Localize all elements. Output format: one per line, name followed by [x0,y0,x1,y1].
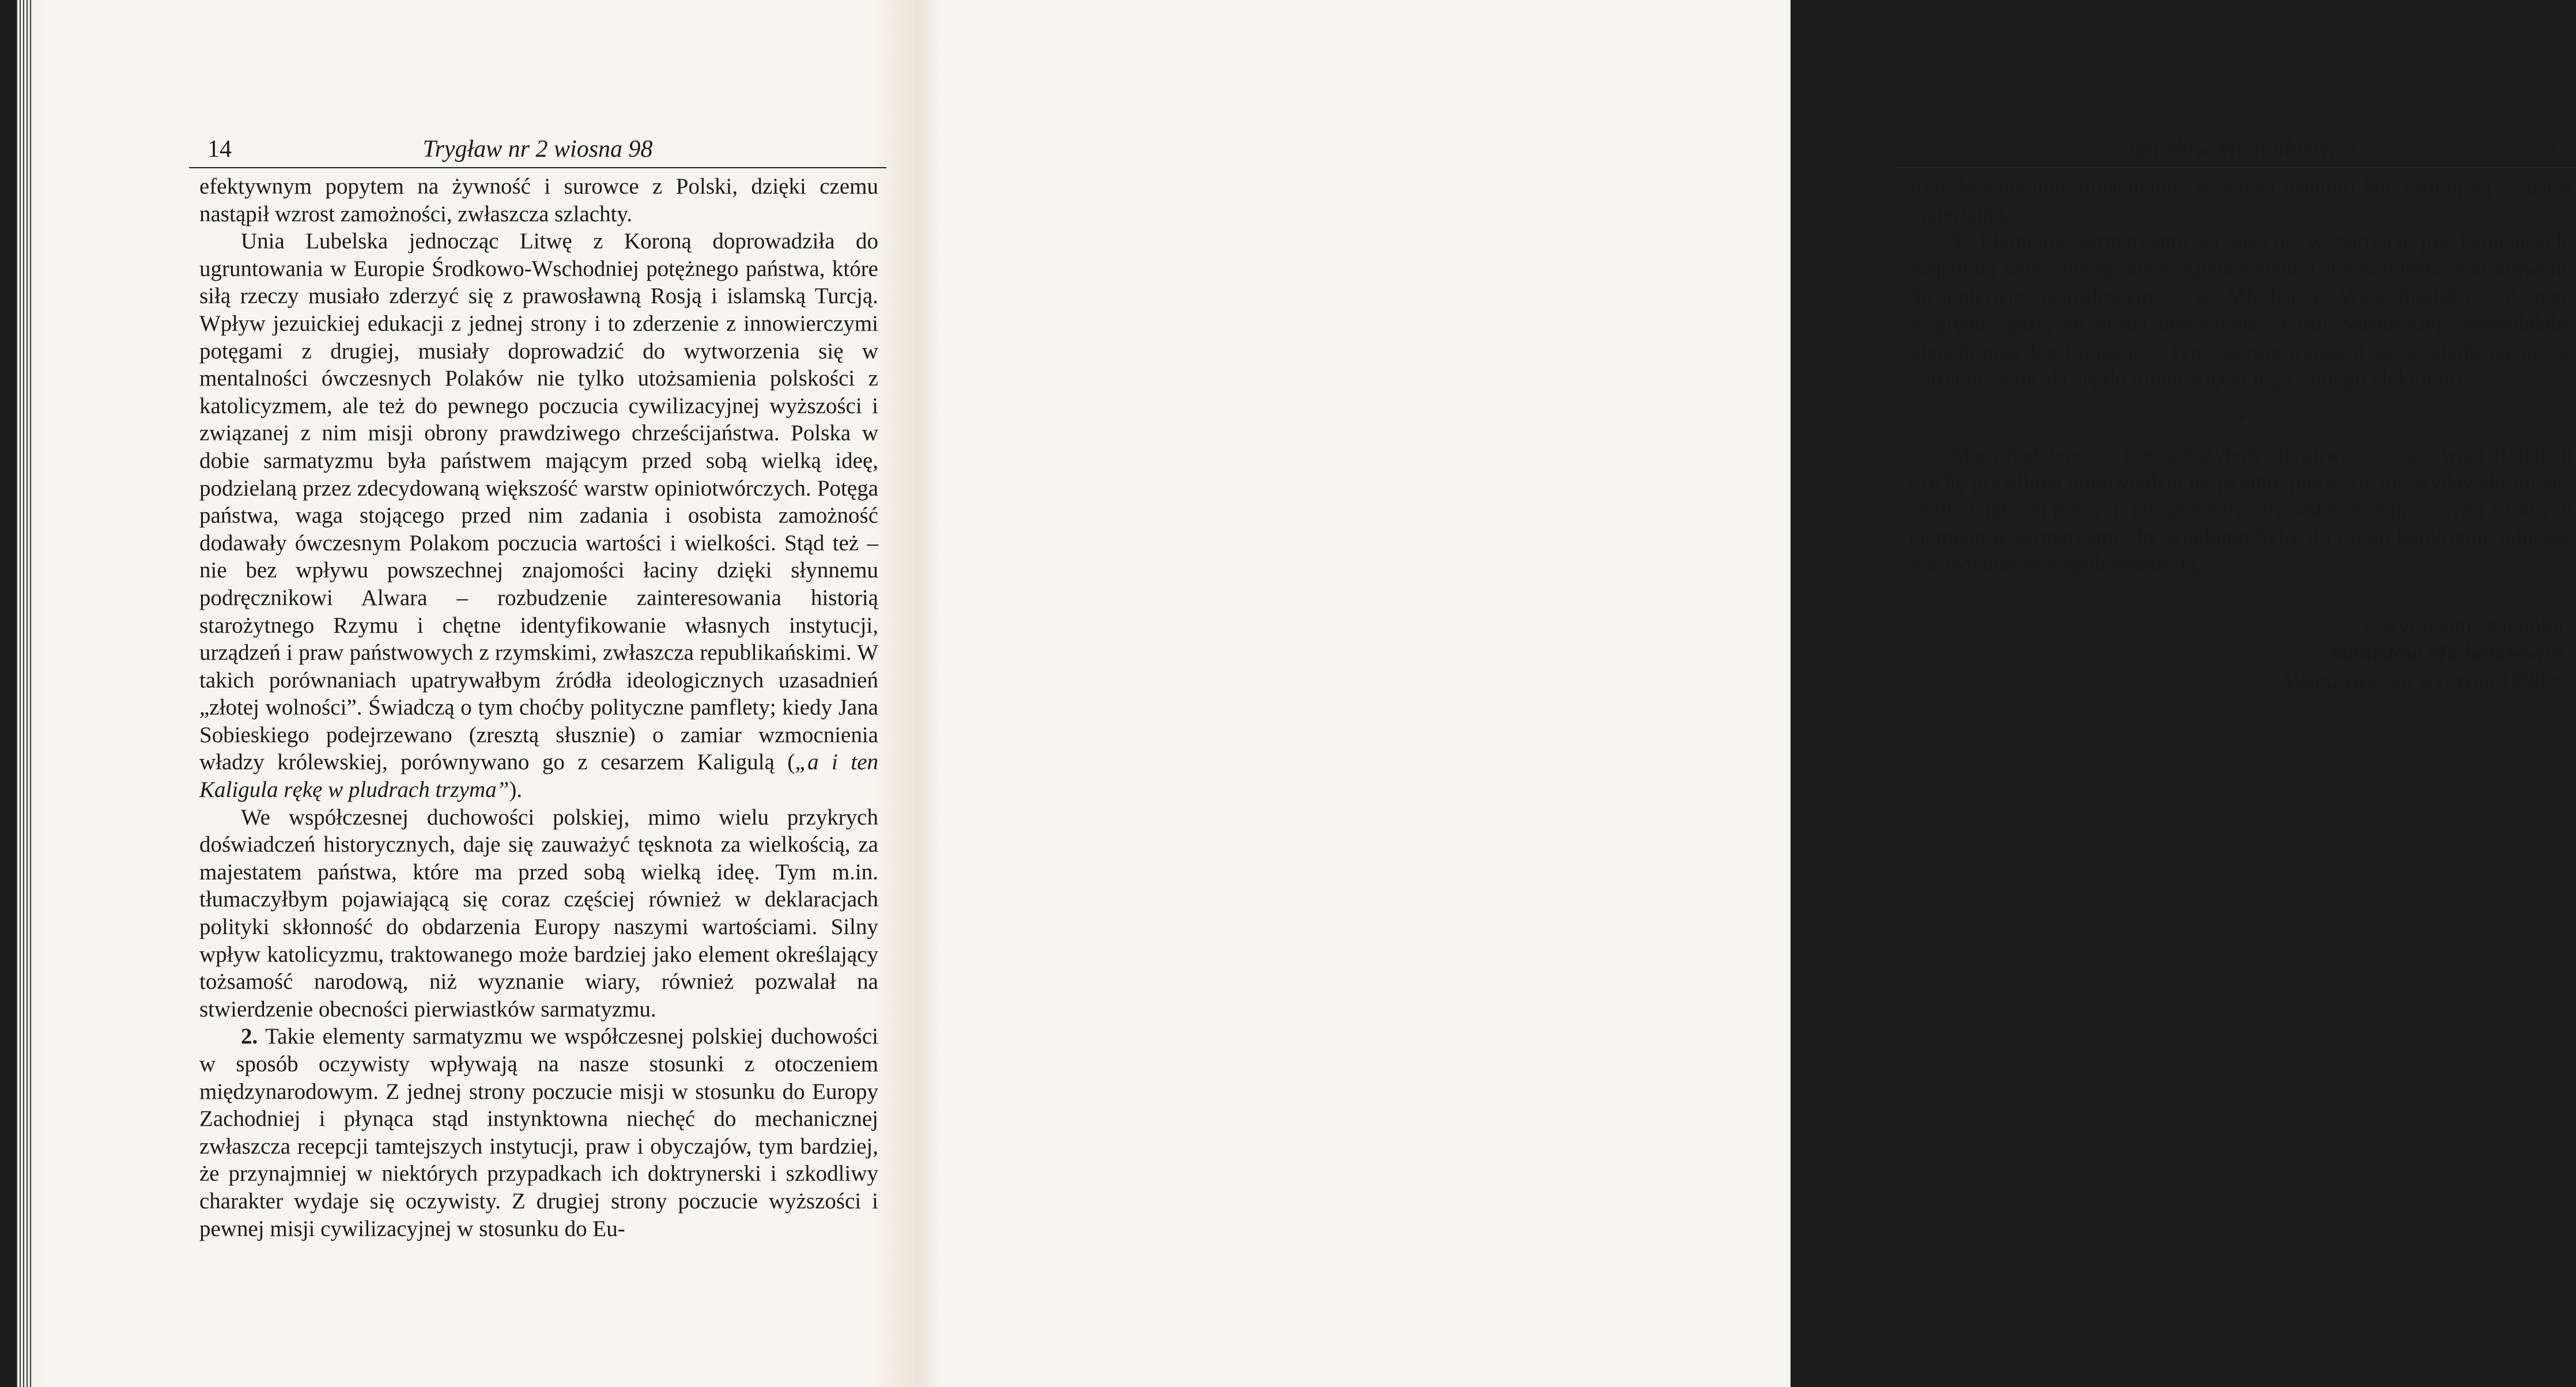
paragraph [199,1023,878,1242]
paragraph-number: 3. [1951,229,1968,254]
right-running-head [1896,131,2576,168]
page-number-right: 15 [2547,136,2571,162]
page-edge [16,0,33,1387]
paragraph [1909,228,2573,392]
left-body-text [199,173,878,1242]
paragraph-text: Unia Lubelska jednocząc Litwę z Koroną doprowadziła do ugruntowania w Europie Środkowo-Wschodniej potężnego państwa, które siłą rzeczy musiało zderzyć się z prawosławną Rosją i islamską Turcją. Wpływ jezuickiej edukacji z jednej strony i to zderzenie z innowierczymi potęgami z drugiej, musiały doprowadzić do wytworzenia się w mentalności ówczesnych Polaków nie tylko utożsamienia polskości z katolicyzmem, ale też do pewnego poczucia cywilizacyjnej wyższości i związanej z nim misji obrony prawdziwego chrześcijaństwa. Polska w dobie sarmatyzmu była państwem mającym przed sobą wielką ideę, podzielaną przez zdecydowaną większość warstw opiniotwórczych. Potęga państwa, waga stojącego przed nim zadania i osobista zamożność dodawały ówczesnym Polakom poczucia wartości i wielkości. Stąd też – nie bez wpływu powszechnej znajomości łaciny dzięki słynnemu podręcznikowi Alwara – rozbudzenie zainteresowania historią starożytnego Rzymu i chętne identyfikowanie własnych instytucji, urządzeń i praw państwowych z rzymskimi, zwłaszcza republikańskimi. W takich porównaniach upatrywałbym źródła ideologicznych uzasadnień „złotej wolności”. Świadczą o tym choćby polityczne pamflety; kiedy Jana Sobieskiego podejrzewano (zresztą słusznie) o zamiar wzmocnienia władzy królewskiej, porównywano go z cesarzem Kaligulą ( [199,229,878,775]
running-title-right: Stanisław Michalkiewicz [2116,136,2356,162]
right-page [916,0,2573,1387]
paragraph-text: Elementy sarmatyzmu są obecne w partiach już istniejących. Najsilniej widoczne są one w Zjednoczeniu Chrześcijańsko-Narodowym, Stronnictwie Narodowym i w Młodzieży Wszechpolskiej. Z tego względu sądzę, że próba utworzenia „Partii Sarmackiej” wywołałaby nieuchronną konfrontację z tymi ugrupowaniami ze względu na to, że partia ta zwracała się do mniej więcej tego samego elektoratu. [1909,229,2573,391]
running-title-left: Trygław nr 2 wiosna 98 [422,136,653,162]
left-running-head [189,131,886,168]
paragraph: efektywnym popytem na żywność i surowce z Polski, dzięki czemu nastąpił wzrost zamożności, zwłaszcza szlachty. [199,174,878,226]
paragraph-number: 2. [241,1024,258,1049]
salutation: Z wyrazami szacunku [2362,611,2564,638]
page-number-left: 14 [207,136,232,162]
place-date: Warszawa, 26 stycznia 1998 r. [2284,667,2564,693]
paragraph [199,228,878,803]
author-signature: Stanisław Michalkiewicz [2329,639,2564,666]
book-spread [16,0,2573,1387]
closing-paragraph: Mam nadzieję, że nie nadużyłem cierpliwości Szanownej Redakcji trochę przydługą odpowiedzią na pytanie pierwsze, ale wydawało mi się, że dla większej precyzji pożądane byłoby wskazanie przyczyn i istotnych elementów sarmatyzmu, by wiadomo było, do czego konkretnie odnoszę porównania ze współczesnością. [1909,441,2573,577]
section-separator: * [2235,407,2247,434]
quote-text: „a i ten Kaligula rękę w pludrach trzyma” [199,750,879,803]
paragraph: ropy Wschodniej, umacniane zwłaszcza ostatnio korzystniejszą sytuacją materialną. [1909,174,2573,226]
right-body-text [1909,173,2573,694]
left-page [16,0,916,1387]
paragraph-text: Takie elementy sarmatyzmu we współczesnej polskiej duchowości w sposób oczywisty wpływają na nasze stosunki z otoczeniem międzynarodowym. Z jednej strony poczucie misji w stosunku do Europy Zachodniej i płynąca stąd instynktowna niechęć do mechanicznej zwłaszcza recepcji tamtejszych instytucji, praw i obyczajów, tym bardziej, że przynajmniej w niektórych przypadkach ich doktrynerski i szkodliwy charakter wydaje się oczywisty. Z drugiej strony poczucie wyższości i pewnej misji cywilizacyjnej w stosunku do Eu- [199,1024,878,1241]
signature-block [1909,611,2573,694]
paragraph-tail: ). [509,777,523,803]
paragraph: We współczesnej duchowości polskiej, mimo wielu przykrych doświadczeń historycznych, daje się zauważyć tęsknota za wielkością, za majestatem państwa, które ma przed sobą wielką ideę. Tym m.in. tłumaczyłbym pojawiającą się coraz częściej również w deklaracjach polityki skłonność do obdarzenia Europy naszymi wartościami. Silny wpływ katolicyzmu, traktowanego może bardziej jako element określający tożsamość narodową, niż wyznanie wiary, również pozwalał na stwierdzenie obecności pierwiastków sarmatyzmu. [199,804,878,1022]
